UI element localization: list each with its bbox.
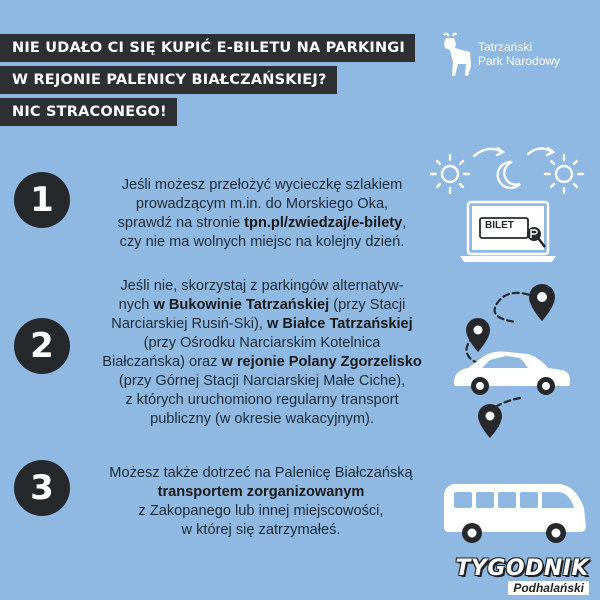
tpn-logo <box>440 32 590 78</box>
logo-line-2: Park Narodowy <box>478 54 561 68</box>
step-2-line <box>92 296 432 315</box>
step-1-text <box>92 176 432 252</box>
step-1-line: Jeśli możesz przełożyć wycieczkę szlakiem <box>121 177 403 193</box>
tpn-link-text: tpn.pl/zwiedzaj/e-bilety <box>244 215 403 231</box>
step-2-text-part: nych <box>118 297 154 313</box>
step-3-line: z Zakopanego lub innej miejscowości, <box>138 503 384 519</box>
brand-subtitle: Podhalański <box>508 581 589 595</box>
step-2-bold-text: w rejonie Polany Zgorzelisko <box>221 354 422 370</box>
step-2-bold-text: w Białce Tatrzańskiej <box>266 316 413 332</box>
step-2-line: (przy Ośrodku Narciarskim Kotelnica <box>143 335 381 351</box>
step-2-line <box>92 353 432 372</box>
chamois-logo-icon <box>440 32 474 76</box>
step-3-bold-text: transportem zorganizowanym <box>157 484 365 500</box>
headline <box>0 34 415 130</box>
headline-line-3: NIC STRACONEGO! <box>0 98 177 126</box>
step-2-line: (przy Górnej Stacji Narciarskiej Małe Ciche), <box>118 373 406 389</box>
brand-name: TYGODNIK <box>455 556 589 581</box>
step-1-line: prowadzącym m.in. do Morskiego Oka, <box>135 196 389 212</box>
step-2-line <box>92 315 432 334</box>
step-2-line: Jeśli nie, skorzystaj z parkingów alternatyw- <box>120 278 404 294</box>
headline-line-2: W REJONIE PALENICY BIAŁCZAŃSKIEJ? <box>0 66 337 94</box>
route-pins-car-icon <box>450 280 590 450</box>
step-3-line <box>86 483 436 502</box>
step-1-number: 1 <box>14 172 70 228</box>
headline-line-1: NIE UDAŁO CI SIĘ KUPIĆ E-BILETU NA PARKINGI <box>0 34 415 62</box>
laptop-icon <box>460 196 556 270</box>
step-3-line: w której się zatrzymałeś. <box>181 522 341 538</box>
step-3-text <box>86 464 436 540</box>
bus-icon <box>440 478 590 546</box>
tygodnik-podhalanski-brand <box>418 556 593 596</box>
step-2-text <box>92 277 432 429</box>
sun-moon-cycle-icon <box>428 140 588 200</box>
step-2-text-part: (przy Stacji <box>329 297 406 313</box>
step-2-text-part: Narciarskiej Rusiń-Ski), <box>111 316 267 332</box>
ticket-label: BILET <box>485 220 514 231</box>
step-1-line <box>92 214 432 233</box>
step-2-text-part: Białczańska) oraz <box>102 354 222 370</box>
step-2-number: 2 <box>14 318 70 374</box>
step-3-line: Możesz także dotrzeć na Palenicę Białczańską <box>109 465 413 481</box>
step-1-text-part: , <box>402 215 407 231</box>
step-3-number: 3 <box>14 460 70 516</box>
step-1-text-part: sprawdź na stronie <box>117 215 245 231</box>
step-2-line: publiczny (w okresie wakacyjnym). <box>150 411 374 427</box>
step-1-line: czy nie ma wolnych miejsc na kolejny dzień. <box>119 234 405 250</box>
step-2-bold-text: w Bukowinie Tatrzańskiej <box>153 297 330 313</box>
logo-line-1: Tatrzański <box>478 40 533 54</box>
laptop-ticket-icon <box>460 196 556 270</box>
step-2-line: z których uruchomiono regularny transport <box>125 392 399 408</box>
